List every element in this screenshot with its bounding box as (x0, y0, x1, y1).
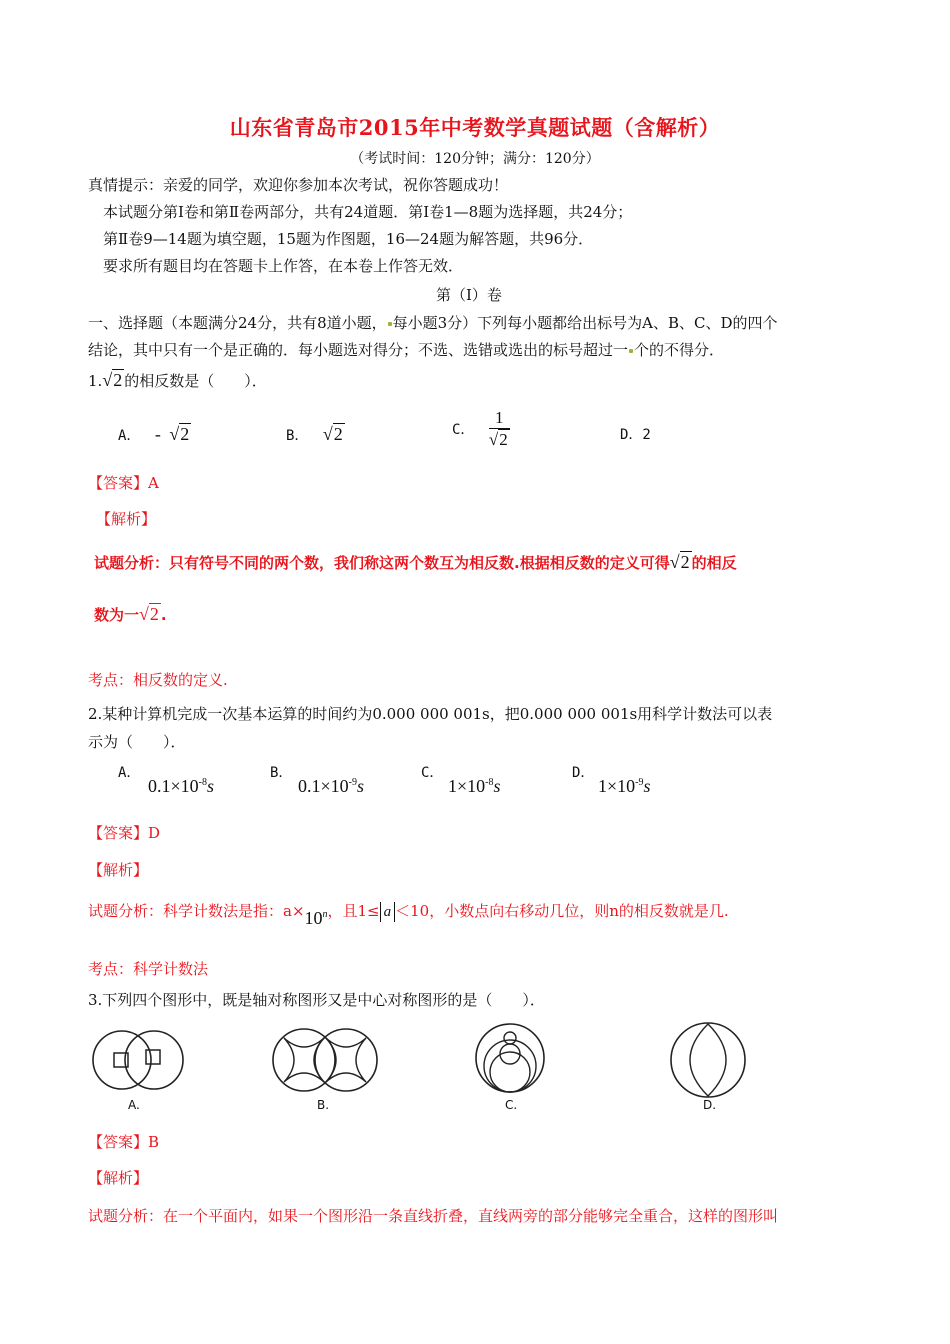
answer-label: 【答案】 (88, 1133, 149, 1151)
answer-label: 【答案】 (88, 474, 149, 492)
q3-analysis-label: 【解析】 (88, 1169, 149, 1187)
option-label: B． (286, 428, 309, 444)
q2-stem-line-2: 示为（ ）． (88, 733, 186, 751)
unit: s (357, 776, 365, 796)
figure-b-label: B. (317, 1098, 330, 1112)
fraction (489, 408, 510, 450)
outer-circle (671, 1023, 745, 1097)
sqrt-symbol: √2 (102, 370, 123, 390)
q1-option-b (286, 424, 345, 445)
q2-option-a-value (148, 776, 214, 797)
section-text-b: 每小题3分）下列每小题都给出标号为A、B、C、D的四个 (392, 314, 778, 332)
lens-shape (690, 1024, 726, 1096)
q1-kaodian (88, 669, 228, 690)
section-text-c: 结论，其中只有一个是正确的．每小题选对得分；不选、选错或选出的标号超过一 (88, 341, 629, 359)
power-of-ten (305, 908, 328, 928)
q3-stem: 3.下列四个图形中，既是轴对称图形又是中心对称图形的是（ ）． (88, 991, 545, 1009)
q1-number: 1. (88, 372, 103, 390)
q2-stem-line-1: 2.某种计算机完成一次基本运算的时间约为0.000 000 001s，把0.000 000 001s用科学计数法可以表 (88, 705, 773, 723)
unit: s (207, 776, 215, 796)
absolute-value: a (380, 902, 396, 922)
intro-line-1: 真情提示：亲爱的同学，欢迎你参加本次考试，祝你答题成功！ (88, 176, 509, 194)
radicand: 2 (499, 430, 508, 449)
dot-icon (629, 349, 633, 353)
q2-option-b-value (298, 776, 364, 797)
unit: s (493, 776, 501, 796)
q2-analysis (88, 900, 729, 928)
radicand: 2 (680, 552, 690, 572)
q3-answer (88, 1131, 159, 1152)
q2-kaodian (88, 958, 208, 979)
fraction-numerator: 1 (489, 408, 510, 429)
curved-square-right (326, 1038, 366, 1082)
kaodian-label: 考点： (88, 960, 134, 978)
q1-analysis-label: 【解析】 (96, 510, 157, 528)
analysis-text: 数为一 (94, 606, 140, 624)
radicand: 2 (333, 424, 343, 444)
q1-answer (88, 472, 159, 493)
coefficient: 1×10 (598, 776, 636, 796)
exponent: -8 (485, 777, 494, 788)
q1-analysis-line-2 (94, 604, 167, 625)
q2-analysis-label: 【解析】 (88, 861, 149, 879)
option-label: C． (452, 422, 475, 438)
q1-option-a (118, 424, 191, 445)
sqrt-symbol: √2 (322, 424, 343, 444)
exponent: -8 (198, 777, 207, 788)
figure-a-label: A. (128, 1098, 140, 1112)
q2-option-a-label: A． (118, 765, 141, 781)
kaodian-value: 科学计数法 (133, 960, 209, 978)
answer-label: 【答案】 (88, 824, 149, 842)
q2-option-d-value (598, 776, 651, 797)
intro-line-4: 要求所有题目均在答题卡上作答，在本卷上作答无效． (103, 257, 464, 275)
coefficient: 1×10 (448, 776, 486, 796)
analysis-text: 的相反 (691, 554, 737, 572)
volume-heading: 第（Ⅰ）卷 (436, 286, 502, 304)
dot-icon (388, 322, 392, 326)
radicand: 2 (113, 370, 123, 390)
figure-d-label: D. (703, 1098, 717, 1112)
analysis-text: 试题分析：科学计数法是指：a× (88, 902, 305, 920)
q2-option-d-label: D． (572, 765, 595, 781)
exponent: -9 (348, 777, 357, 788)
analysis-text: 试题分析：只有符号不同的两个数，我们称这两个数互为相反数.根据相反数的定义可得 (94, 554, 670, 572)
sqrt-symbol: √2 (139, 604, 159, 624)
exponent: -9 (635, 777, 644, 788)
q3-analysis: 试题分析：在一个平面内，如果一个图形沿一条直线折叠，直线两旁的部分能够完全重合，这样的图形叫 (88, 1207, 779, 1225)
intro-line-3: 第Ⅱ卷9—14题为填空题，15题为作图题，16—24题为解答题，共96分． (103, 230, 594, 248)
analysis-text: . (160, 606, 167, 624)
exam-info: （考试时间：120分钟；满分：120分） (350, 151, 600, 167)
circle-5 (504, 1032, 516, 1044)
outer-circle (476, 1024, 544, 1092)
sqrt-symbol: √2 (669, 552, 690, 572)
kaodian-label: 考点： (88, 671, 134, 689)
square-right (146, 1050, 160, 1064)
figure-a-two-circles-with-squares (86, 1020, 196, 1120)
coefficient: 0.1×10 (148, 776, 199, 796)
kaodian-value: 相反数的定义. (133, 671, 228, 689)
q2-option-b-label: B． (270, 765, 293, 781)
q1-option-c (452, 408, 510, 450)
q1-stem-text: 的相反数是（ ）． (124, 372, 267, 390)
base: 10 (304, 908, 323, 928)
minus-sign: - (154, 424, 161, 444)
q2-answer (88, 822, 160, 843)
answer-value: B (148, 1133, 160, 1151)
q2-option-c-label: C． (421, 765, 444, 781)
q1-stem (88, 370, 267, 391)
radicand: 2 (149, 604, 159, 624)
q2-option-c-value (448, 776, 501, 797)
q1-option-d: D．2 (620, 427, 651, 443)
answer-value: A (148, 474, 159, 492)
exponent: n (322, 909, 328, 920)
circle-left (93, 1031, 151, 1089)
section-instructions-line-1 (88, 312, 778, 333)
page-title: 山东省青岛市2015年中考数学真题试题（含解析） (229, 115, 721, 140)
figure-c-label: C. (505, 1098, 518, 1112)
section-text-a: 一、选择题（本题满分24分，共有8道小题， (88, 314, 387, 332)
answer-value: D (148, 824, 161, 842)
radicand: 2 (180, 424, 190, 444)
section-instructions-line-2 (88, 339, 724, 360)
fraction-denominator: √2 (488, 430, 508, 449)
option-label: A． (118, 428, 141, 444)
circle-2 (484, 1040, 536, 1092)
coefficient: 0.1×10 (298, 776, 349, 796)
analysis-text: ，且1≤ (327, 902, 380, 920)
section-text-d: 个的不得分． (634, 341, 725, 359)
sqrt-symbol: √2 (169, 424, 190, 444)
curved-square-left (284, 1038, 324, 1082)
q1-analysis-line-1 (94, 552, 737, 573)
unit: s (643, 776, 651, 796)
circle-right (125, 1031, 183, 1089)
intro-line-2: 本试题分第Ⅰ卷和第Ⅱ卷两部分，共有24道题．第Ⅰ卷1—8题为选择题，共24分； (103, 203, 633, 221)
circle-3 (490, 1052, 530, 1092)
analysis-text: ＜10，小数点向右移动几位，则n的相反数就是几. (395, 902, 729, 920)
